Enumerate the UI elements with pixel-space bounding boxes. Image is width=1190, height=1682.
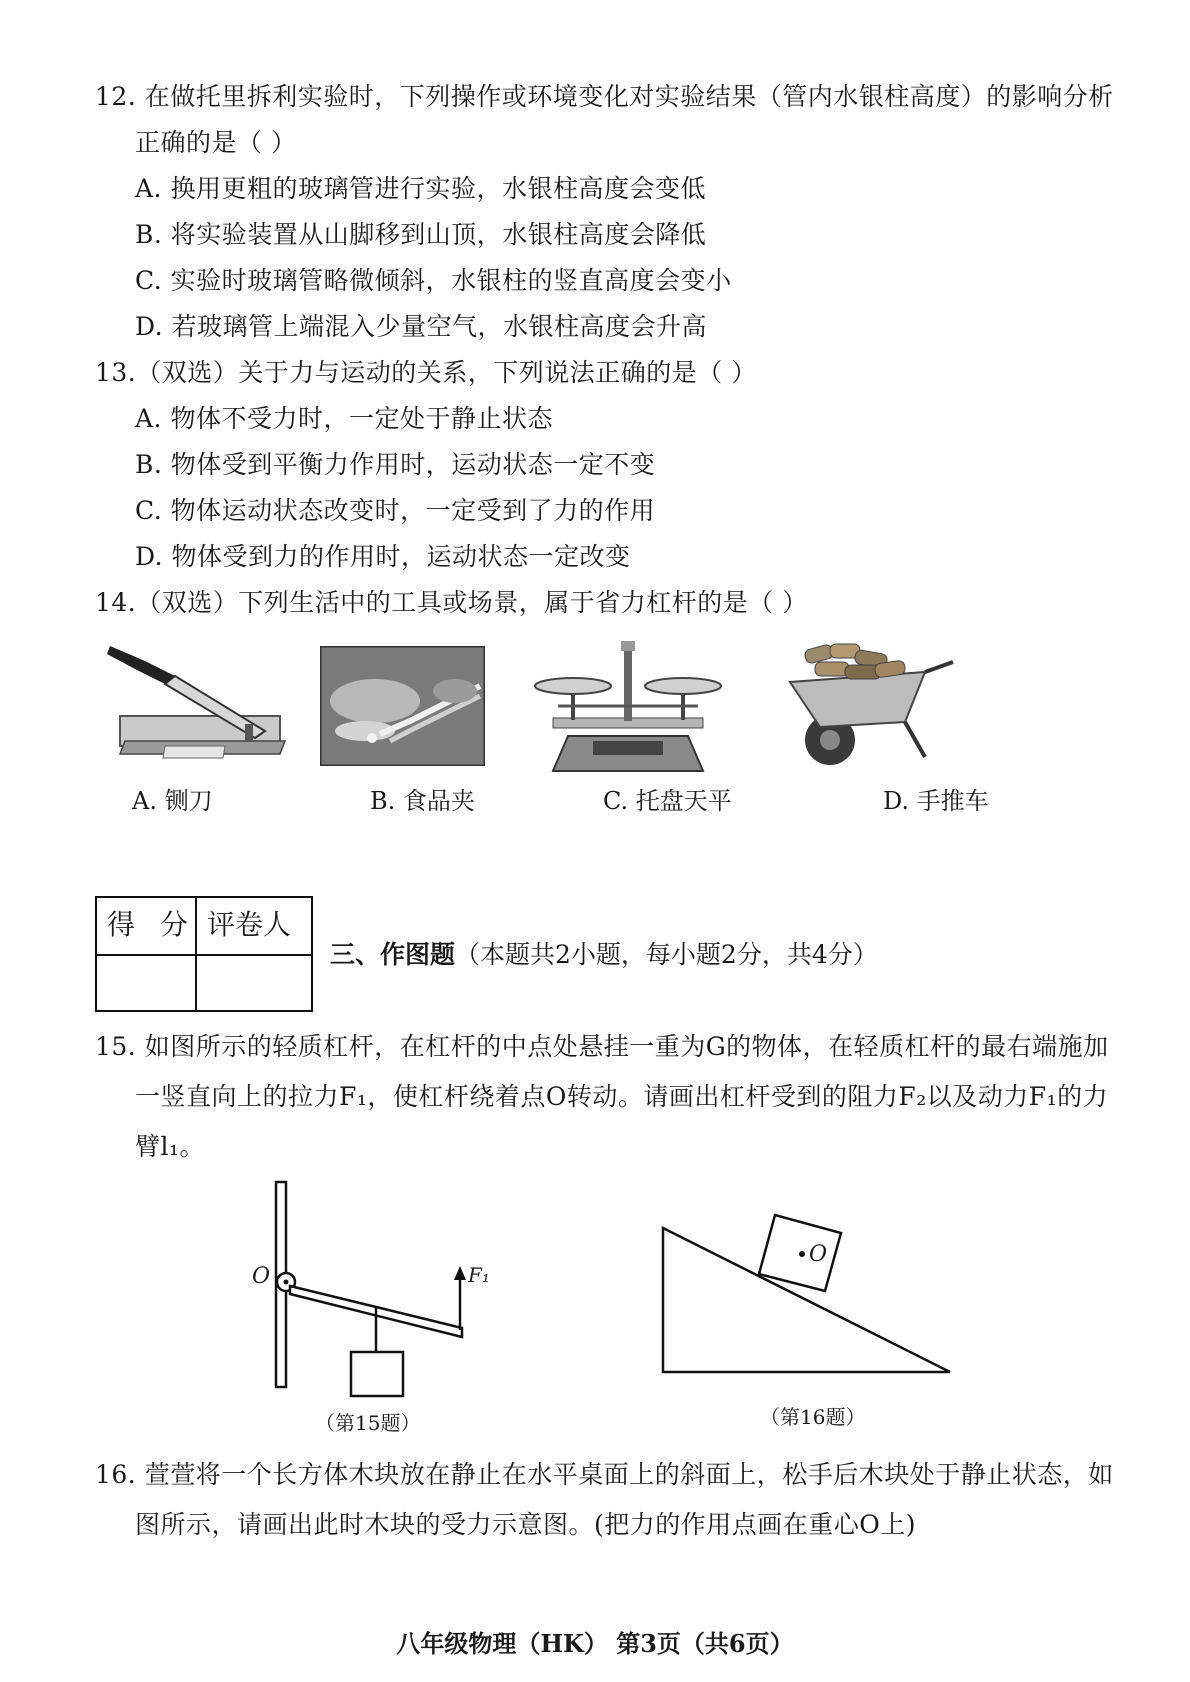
q15-line3: 臂l₁。 (135, 1132, 206, 1161)
q13-stem: 13.（双选）关于力与运动的关系，下列说法正确的是（ ） (95, 358, 757, 387)
section-3-note: （本题共2小题，每小题2分，共4分） (455, 940, 878, 969)
score-table (95, 896, 313, 1012)
grader-header: 评卷人 (207, 908, 292, 941)
q14-stem: 14.（双选）下列生活中的工具或场景，属于省力杠杆的是（ ） (95, 588, 808, 617)
incline-diagram (655, 1200, 960, 1380)
q14-caption-a: A. 铡刀 (132, 787, 213, 815)
q12-option-d: D. 若玻璃管上端混入少量空气，水银柱高度会升高 (135, 312, 708, 341)
q12-stem-line1: 12. 在做托里拆利实验时，下列操作或环境变化对实验结果（管内水银柱高度）的影响分析 (95, 82, 1114, 111)
q16-caption: （第16题） (760, 1405, 866, 1429)
food-tongs-image (320, 646, 485, 766)
q16-line1: 16. 萱萱将一个长方体木块放在静止在水平桌面上的斜面上，松手后木块处于静止状态，如 (95, 1460, 1114, 1489)
q16-label-O: O (809, 1242, 828, 1267)
q12-option-a: A. 换用更粗的玻璃管进行实验，水银柱高度会变低 (135, 174, 706, 203)
q14-caption-d: D. 手推车 (883, 787, 989, 815)
q15-caption: （第15题） (315, 1411, 421, 1435)
q13-option-c: C. 物体运动状态改变时，一定受到了力的作用 (135, 496, 656, 525)
lever-diagram (240, 1180, 510, 1410)
q12-stem-line2: 正确的是（ ） (135, 128, 297, 157)
q14-caption-b: B. 食品夹 (370, 787, 475, 815)
q15-line2: 一竖直向上的拉力F₁，使杠杆绕着点O转动。请画出杠杆受到的阻力F₂以及动力F₁的力 (135, 1082, 1109, 1111)
q12-option-b: B. 将实验装置从山脚移到山顶，水银柱高度会降低 (135, 220, 707, 249)
q15-label-O: O (252, 1264, 271, 1289)
q13-option-a: A. 物体不受力时，一定处于静止状态 (135, 404, 553, 433)
guillotine-cutter-image (105, 636, 295, 776)
q15-label-F1: F₁ (468, 1263, 490, 1287)
q15-line1: 15. 如图所示的轻质杠杆，在杠杆的中点处悬挂一重为G的物体，在轻质杠杆的最右端施加 (95, 1032, 1109, 1061)
q13-option-d: D. 物体受到力的作用时，运动状态一定改变 (135, 542, 631, 571)
q12-option-c: C. 实验时玻璃管略微倾斜，水银柱的竖直高度会变小 (135, 266, 732, 295)
wheelbarrow-image (775, 632, 960, 772)
section-3-heading (330, 938, 878, 972)
score-header: 得 分 (107, 908, 196, 941)
q13-option-b: B. 物体受到平衡力作用时，运动状态一定不变 (135, 450, 656, 479)
q16-line2: 图所示，请画出此时木块的受力示意图。(把力的作用点画在重心O上) (135, 1510, 917, 1539)
q14-caption-c: C. 托盘天平 (603, 787, 732, 815)
tray-balance-image (528, 636, 728, 776)
page-footer: 八年级物理（HK） 第3页（共6页） (396, 1629, 794, 1658)
section-3-title: 三、作图题 (330, 940, 456, 969)
